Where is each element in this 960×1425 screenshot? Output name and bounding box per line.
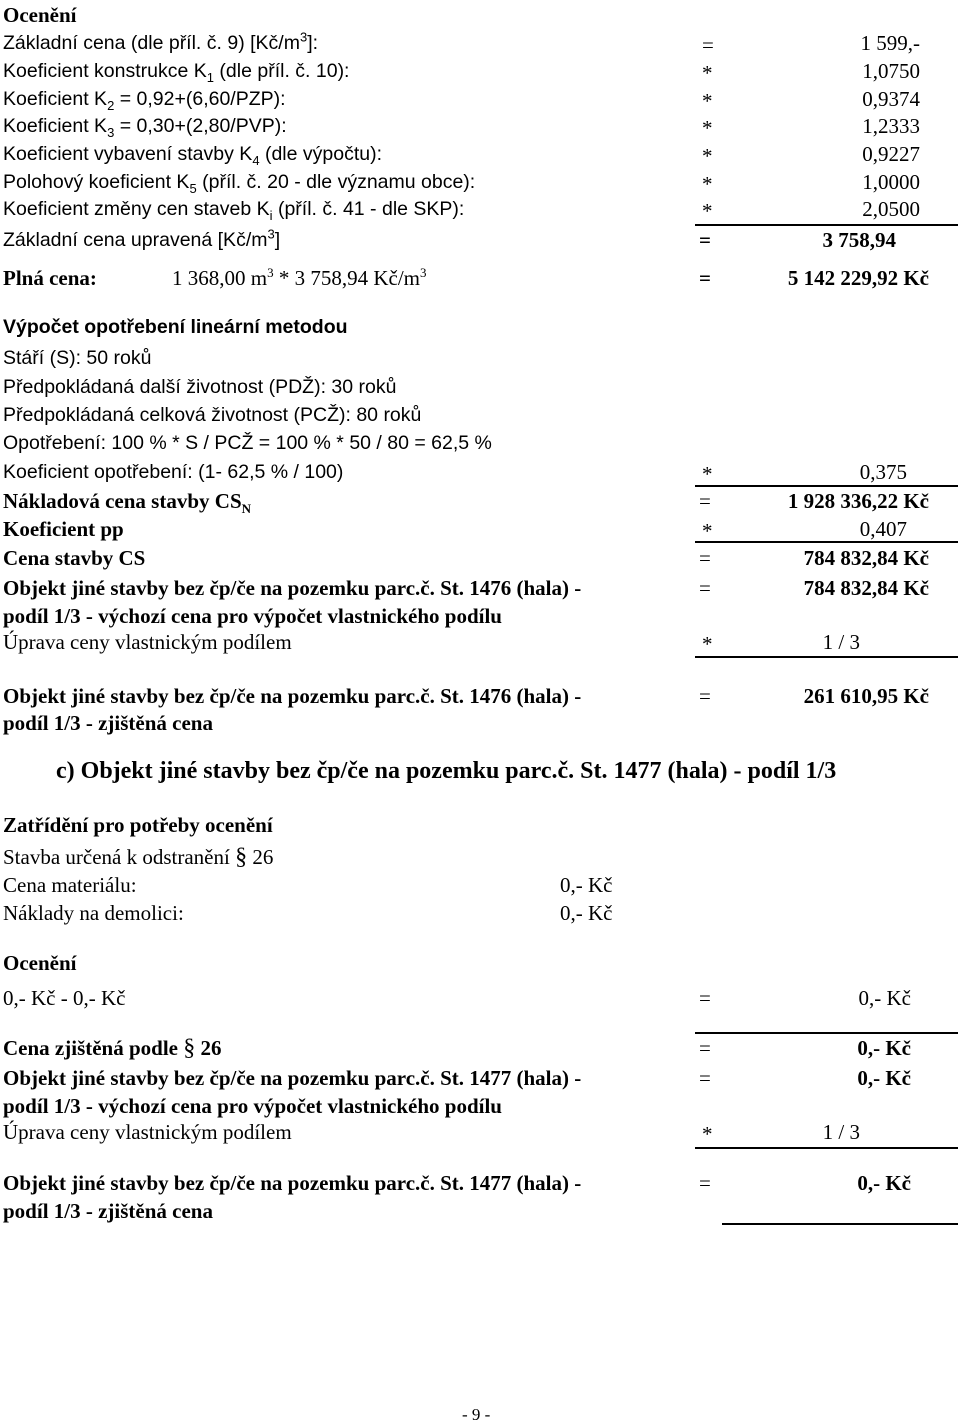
- stavba-k-odstraneni: Stavba určená k odstranění § 26: [3, 844, 274, 870]
- valuation-row-value: 0,9227: [862, 142, 920, 166]
- nakladova-cena-operator: =: [699, 489, 711, 513]
- valuation-row-value: 1,0000: [862, 170, 920, 194]
- koef-pp-operator: *: [702, 519, 713, 543]
- upravena-label: Základní cena upravená $[Kč/m^3]$: [3, 226, 281, 251]
- section-title-1477: c) Objekt jiné stavby bez čp/če na pozemku parc.č. St. 1477 (hala) - podíl 1/3: [56, 758, 837, 784]
- naklady-demolice-value: 0,- Kč: [560, 901, 613, 925]
- paragraph-sign-icon: §: [235, 844, 248, 870]
- plna-cena-calc: 1 368,00 $m^3 * 3$ 758,94 $Kč/m^3$: [172, 265, 427, 290]
- rule-line: [695, 1147, 958, 1149]
- vychozi-cena-1476-line1: Objekt jiné stavby bez čp/če na pozemku parc.č. St. 1476 (hala) -: [3, 576, 582, 600]
- uprava-ceny-1477-operator: *: [702, 1122, 713, 1146]
- koef-opotrebeni-value: 0,375: [859, 460, 907, 484]
- vychozi-cena-1477-line1: Objekt jiné stavby bez čp/če na pozemku parc.č. St. 1477 (hala) -: [3, 1066, 582, 1090]
- oceneni-calc-value: 0,- Kč: [858, 986, 911, 1010]
- plna-cena-label: Plná cena:: [3, 266, 97, 290]
- uprava-ceny-1476-operator: *: [702, 632, 713, 656]
- valuation-row-operator: =: [702, 33, 714, 57]
- section-heading-opotrebeni: Výpočet opotřebení lineární metodou: [3, 316, 348, 338]
- cena-materialu-label: Cena materiálu:: [3, 873, 137, 897]
- oceneni-heading-1477: Ocenění: [3, 951, 77, 975]
- valuation-row-value: 2,0500: [862, 197, 920, 221]
- valuation-row-label: Koeficient $K_3 = 0,30+(2,80/PVP)$:: [3, 115, 287, 140]
- cena-stavby-cs-label: Cena stavby CS: [3, 546, 146, 570]
- rule-line: [695, 656, 958, 658]
- zjistena-cena-1476-operator: =: [699, 684, 711, 708]
- uprava-ceny-1476-value: 1 / 3: [822, 630, 860, 654]
- page-number: - 9 -: [462, 1405, 491, 1424]
- vychozi-cena-1477-value: 0,- Kč: [857, 1066, 911, 1090]
- cena-zjistena-podle-label: Cena zjištěná podle § 26: [3, 1035, 222, 1061]
- koef-opotrebeni-operator: *: [702, 462, 713, 486]
- rule-line: [695, 1032, 958, 1034]
- vychozi-cena-1477-operator: =: [699, 1066, 711, 1090]
- valuation-row-operator: *: [702, 116, 713, 140]
- nakladova-cena-value: 1 928 336,22 Kč: [787, 489, 929, 513]
- upravena-operator: =: [699, 228, 711, 252]
- zjistena-cena-1477-value: 0,- Kč: [857, 1171, 911, 1195]
- valuation-row-operator: *: [702, 199, 713, 223]
- vychozi-cena-1477-line2: podíl 1/3 - výchozí cena pro výpočet vlastnického podílu: [3, 1094, 502, 1118]
- naklady-demolice-label: Náklady na demolici:: [3, 901, 184, 925]
- valuation-row-value: 1,2333: [862, 114, 920, 138]
- oceneni-calc: 0,- Kč - 0,- Kč: [3, 986, 126, 1010]
- vychozi-cena-1476-operator: =: [699, 576, 711, 600]
- koef-pp-label: Koeficient pp: [3, 517, 124, 541]
- uprava-ceny-1476-label: Úprava ceny vlastnickým podílem: [3, 630, 292, 654]
- koef-opotrebeni-label: Koeficient opotřebení: (1- 62,5 % / 100): [3, 461, 344, 483]
- cena-zjistena-value: 0,- Kč: [857, 1036, 911, 1060]
- section-heading-oceneni: Ocenění: [3, 3, 77, 27]
- zjistena-cena-1477-line1: Objekt jiné stavby bez čp/če na pozemku parc.č. St. 1477 (hala) -: [3, 1171, 582, 1195]
- cena-materialu-value: 0,- Kč: [560, 873, 613, 897]
- valuation-row-value: 1,0750: [862, 59, 920, 83]
- valuation-row-operator: *: [702, 172, 713, 196]
- valuation-row-label: Koeficient $K_2 = 0,92+(6,60/PZP)$:: [3, 88, 286, 113]
- valuation-row-label: Koeficient změny cen staveb $K_i$ (příl. č. 41 - dle SKP):: [3, 198, 465, 223]
- zjistena-cena-1476-line2: podíl 1/3 - zjištěná cena: [3, 711, 213, 735]
- stari-line: Stáří (S): 50 roků: [3, 347, 152, 369]
- zjistena-cena-1476-value: 261 610,95 Kč: [803, 684, 929, 708]
- valuation-row-label: Polohový koeficient $K_5$ (příl. č. 20 - dle významu obce):: [3, 171, 476, 196]
- zatrideni-heading: Zatřídění pro potřeby ocenění: [3, 813, 273, 837]
- cena-stavby-cs-value: 784 832,84 Kč: [803, 546, 929, 570]
- valuation-row-label: Základní cena (dle příl. č. 9) $[Kč/m^3]$:: [3, 29, 319, 54]
- zjistena-cena-1477-operator: =: [699, 1171, 711, 1195]
- valuation-row-value: 1 599,-: [860, 31, 920, 55]
- uprava-ceny-1477-value: 1 / 3: [822, 1120, 860, 1144]
- vychozi-cena-1476-line2: podíl 1/3 - výchozí cena pro výpočet vlastnického podílu: [3, 604, 502, 628]
- plna-cena-operator: =: [699, 266, 711, 290]
- uprava-ceny-1477-label: Úprava ceny vlastnickým podílem: [3, 1120, 292, 1144]
- pdz-line: Předpokládaná další životnost (PDŽ): 30 roků: [3, 376, 397, 398]
- valuation-row-operator: *: [702, 144, 713, 168]
- opotrebeni-line: Opotřebení: 100 % * S / PCŽ = 100 % * 50 / 80 = 62,5 %: [3, 432, 492, 454]
- rule-line: [695, 224, 958, 226]
- pcz-line: Předpokládaná celková životnost (PCŽ): 80 roků: [3, 404, 422, 426]
- valuation-row-value: 0,9374: [862, 87, 920, 111]
- oceneni-calc-operator: =: [699, 986, 711, 1010]
- valuation-row-label: Koeficient vybavení stavby $K_4$ (dle výpočtu):: [3, 143, 383, 168]
- koef-pp-value: 0,407: [859, 517, 907, 541]
- valuation-row-label: Koeficient konstrukce $K_1$ (dle příl. č. 10):: [3, 60, 350, 85]
- rule-line: [722, 1223, 958, 1225]
- plna-cena-value: 5 142 229,92 Kč: [787, 266, 929, 290]
- rule-line: [695, 485, 958, 487]
- cena-stavby-cs-operator: =: [699, 546, 711, 570]
- rule-line: [695, 541, 958, 543]
- upravena-value: 3 758,94: [822, 228, 896, 252]
- zjistena-cena-1477-line2: podíl 1/3 - zjištěná cena: [3, 1199, 213, 1223]
- zjistena-cena-1476-line1: Objekt jiné stavby bez čp/če na pozemku parc.č. St. 1476 (hala) -: [3, 684, 582, 708]
- valuation-row-operator: *: [702, 61, 713, 85]
- paragraph-sign-icon: §: [183, 1035, 196, 1061]
- cena-zjistena-operator: =: [699, 1036, 711, 1060]
- valuation-row-operator: *: [702, 89, 713, 113]
- nakladova-cena-label: Nákladová cena stavby $CS_N$: [3, 489, 252, 517]
- vychozi-cena-1476-value: 784 832,84 Kč: [803, 576, 929, 600]
